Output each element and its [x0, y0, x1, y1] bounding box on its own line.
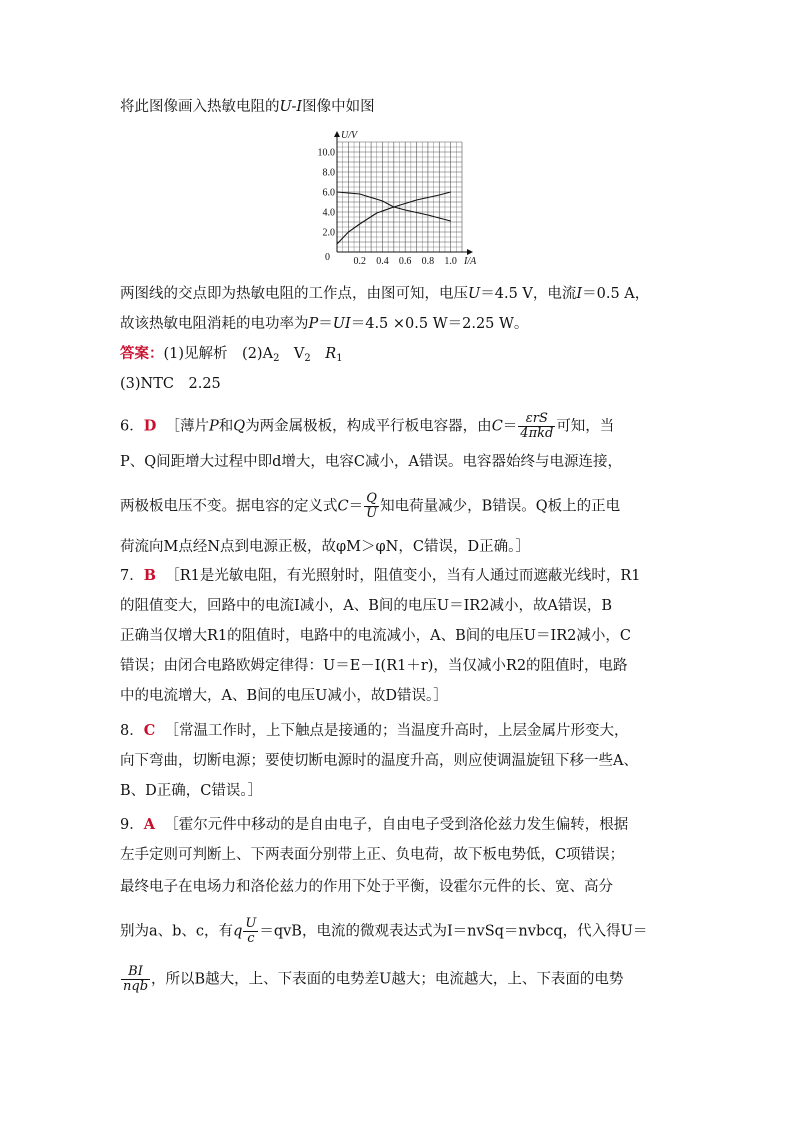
- charge-fraction: [364, 492, 379, 521]
- answer-text: V: [279, 346, 305, 362]
- y-tick-label: 10.0: [317, 147, 335, 159]
- fraction-denominator: nqb: [123, 979, 149, 994]
- q6-line3: [120, 492, 680, 521]
- fraction-denominator: 4πkd: [520, 426, 554, 441]
- q7-number: 7．: [120, 568, 144, 584]
- q6-var: C: [491, 418, 503, 435]
- q7-text: ［R1是光敏电阻，有光照射时，阻值变小，当有人通过而遮蔽光线时，R1: [165, 568, 641, 584]
- q6-text: 可知，当: [556, 418, 615, 435]
- answer-label: 答案：: [120, 345, 164, 362]
- answer-sub: 1: [336, 353, 343, 364]
- para1-var-ui: UI: [332, 316, 351, 332]
- q8-line3: B、D正确，C错误。］: [120, 783, 263, 799]
- q9-answer: A: [143, 816, 155, 833]
- q7-answer: B: [143, 567, 156, 584]
- origin-label: 0: [325, 252, 330, 263]
- q9-text: ［霍尔元件中移动的是自由电子，自由电子受到洛伦兹力发生偏转，根据: [164, 817, 629, 833]
- q6-number: 6．: [120, 418, 144, 435]
- q6-answer: D: [143, 417, 157, 435]
- answer-sub: 2: [304, 353, 311, 364]
- fraction-numerator: U: [245, 916, 257, 931]
- q6-text: ［薄片: [165, 418, 210, 435]
- answer-text: R: [310, 346, 337, 362]
- chart-labels: [318, 130, 478, 267]
- fraction-numerator: BI: [121, 965, 150, 980]
- q7-line4: 错误；由闭合电路欧姆定律得：U＝E－I(R1＋r)，当仅减小R2的阻值时，电路: [120, 658, 628, 674]
- q6-text: 和: [218, 418, 234, 435]
- q8-answer: C: [143, 722, 156, 739]
- y-axis-label: U/V: [341, 130, 358, 141]
- y-axis-arrow: [334, 131, 340, 137]
- q6-text: ＝: [502, 418, 518, 435]
- capacitance-fraction: [518, 412, 555, 441]
- fraction-numerator: Q: [364, 492, 379, 507]
- q9-text: ＝qvB，电流的微观表达式为I＝nvSq＝nvbcq，代入得U＝: [259, 923, 648, 940]
- y-tick-label: 8.0: [322, 167, 335, 179]
- q9-line2: 左手定则可判断上、下两表面分别带上正、负电荷，故下板电势低，C项错误；: [120, 847, 625, 863]
- x-tick-label: 0.8: [421, 256, 435, 267]
- q6-text: 为两金属极板，构成平行板电容器，由: [245, 418, 492, 435]
- q8-text: ［常温工作时，上下触点是接通的；当温度升高时，上层金属片形变大，: [164, 723, 629, 739]
- q9-line1: [120, 815, 680, 835]
- answer-line2: (3)NTC 2.25: [120, 376, 221, 392]
- intro-text: 将此图像画入热敏电阻的: [120, 99, 280, 115]
- q9-text: ，所以B越大，上、下表面的电势差U越大；电流越大，上、下表面的电势: [151, 971, 624, 988]
- x-tick-label: 0.4: [376, 256, 389, 267]
- answer-line1: [120, 344, 680, 364]
- para1-text: ＝: [318, 316, 333, 332]
- answer-text: (1)见解析 (2)A: [163, 346, 274, 362]
- hall-fraction: [121, 965, 150, 994]
- para1-var-u: U: [468, 286, 481, 302]
- q9-text: 别为a、b、c，有: [120, 923, 234, 940]
- para1-var-i: I: [576, 286, 583, 302]
- q8-number: 8．: [120, 723, 144, 739]
- para1-line2: [120, 314, 680, 334]
- intro-ui-term: U-I: [279, 99, 303, 115]
- chart-axes: [334, 131, 473, 255]
- u-i-chart: [315, 128, 495, 268]
- q9-var: q: [233, 923, 243, 940]
- voltage-fraction: [243, 917, 258, 946]
- q6-text: 两极板电压不变。据电容的定义式: [120, 498, 338, 515]
- fraction-denominator: c: [247, 931, 255, 946]
- q9-line4: [120, 917, 680, 946]
- fraction-denominator: U: [366, 506, 378, 521]
- x-tick-label: 0.6: [398, 256, 412, 267]
- q7-line2: 的阻值变大，回路中的电流I减小，A、B间的电压U＝IR2减小，故A错误，B: [120, 598, 613, 614]
- x-axis-arrow: [467, 249, 473, 255]
- q6-line2: P、Q间距增大过程中即d增大，电容C减小，A错误。电容器始终与电源连接，: [120, 454, 622, 470]
- para1-text: 两图线的交点即为热敏电阻的工作点，由图可知，电压: [120, 286, 468, 302]
- q8-line1: [120, 721, 680, 741]
- q7-line5: 中的电流增大，A、B间的电压U减小，故D错误。］: [120, 688, 448, 704]
- para1-line1: [120, 284, 680, 304]
- q8-line2: 向下弯曲，切断电源；要使切断电源时的温度升高，则应使调温旋钮下移一些A、: [120, 753, 638, 769]
- x-tick-label: 0.2: [353, 256, 366, 267]
- q6-line1: [120, 412, 680, 441]
- para1-text: ＝4.5 ×0.5 W＝2.25 W。: [350, 316, 529, 332]
- q9-line3: 最终电子在电场力和洛伦兹力的作用下处于平衡，设霍尔元件的长、宽、高分: [120, 879, 613, 895]
- q6-var: Q: [233, 418, 246, 435]
- y-tick-label: 6.0: [322, 187, 335, 199]
- y-tick-label: 2.0: [322, 227, 335, 239]
- para1-text: ＝4.5 V，电流: [480, 286, 577, 302]
- para1-text: 故该热敏电阻消耗的电功率为: [120, 316, 309, 332]
- q6-line4: 荷流向M点经N点到电源正极，故φM＞φN，C错误，D正确。］: [120, 539, 530, 555]
- q6-var: C: [337, 498, 349, 515]
- q6-text: 知电荷量减少，B错误。Q板上的正电: [380, 498, 621, 515]
- q7-line1: [120, 566, 680, 586]
- q7-line3: 正确当仅增大R1的阻值时，电路中的电流减小，A、B间的电压U＝IR2减小，C: [120, 628, 631, 644]
- q6-var: P: [209, 418, 219, 435]
- x-tick-label: 1.0: [444, 256, 457, 267]
- chart-grid: [337, 142, 462, 252]
- intro-line: [120, 97, 680, 117]
- q9-number: 9．: [120, 817, 144, 833]
- q9-line5: [120, 965, 680, 994]
- para1-var-p: P: [308, 316, 319, 332]
- intro-text-end: 图像中如图: [302, 99, 375, 115]
- para1-text: ＝0.5 A，: [582, 286, 650, 302]
- answer-sub: 2: [273, 353, 280, 364]
- q6-text: ＝: [348, 498, 364, 515]
- y-tick-label: 4.0: [322, 207, 335, 219]
- fraction-numerator: εrS: [518, 412, 555, 427]
- x-axis-label: I/A: [464, 256, 477, 267]
